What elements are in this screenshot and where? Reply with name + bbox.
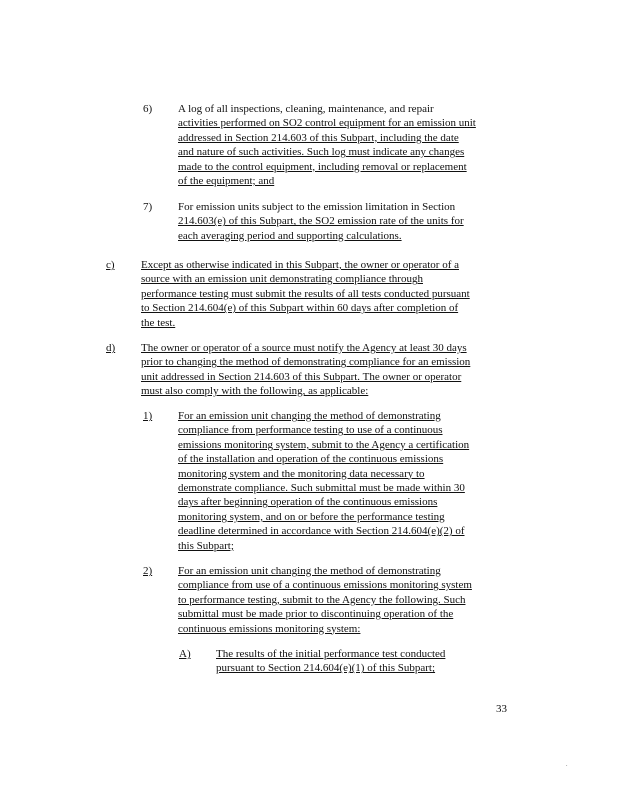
item-c-text: [141, 258, 470, 330]
item-label-6: 6): [143, 103, 153, 115]
text-line: of the installation and operation of the continuous emissions: [178, 453, 444, 466]
text-line: 214.603(e) of this Subpart, the SO2 emission rate of the units for: [178, 215, 464, 228]
text-line: of the equipment; and: [178, 174, 275, 187]
text-line: For emission units subject to the emission limitation in Section: [178, 201, 456, 213]
page-number: 33: [496, 703, 507, 715]
text-line: prior to changing the method of demonstrating compliance for an emission: [141, 356, 471, 369]
item-d-text: [141, 341, 470, 399]
text-line: activities performed on SO2 control equipment for an emission unit: [178, 117, 476, 130]
item-label-d: d): [106, 342, 116, 354]
item-label-7: 7): [143, 201, 153, 213]
text-line: the test.: [141, 316, 176, 329]
text-line: days after beginning operation of the continuous emissions: [178, 496, 438, 509]
text-line: this Subpart;: [178, 539, 234, 552]
text-line: monitoring system, and on or before the performance testing: [178, 510, 445, 523]
text-line: each averaging period and supporting calculations.: [178, 229, 402, 242]
item-label-1: 1): [143, 410, 153, 422]
speck-dot: .: [566, 762, 568, 768]
item-7-text: [178, 200, 464, 243]
text-line: performance testing must submit the results of all tests conducted pursuant: [141, 287, 470, 300]
item-label-A: A): [179, 648, 191, 660]
text-line: monitoring system and the monitoring data necessary to: [178, 467, 425, 480]
text-line: The results of the initial performance test conducted: [216, 648, 446, 660]
text-line: addressed in Section 214.603 of this Subpart, including the date: [178, 131, 459, 144]
text-line: continuous emissions monitoring system:: [178, 622, 361, 635]
text-line: unit addressed in Section 214.603 of this Subpart. The owner or operator: [141, 370, 462, 383]
text-line: For an emission unit changing the method of demonstrating: [178, 410, 441, 422]
text-line: must also comply with the following, as applicable:: [141, 385, 369, 398]
text-line: and nature of such activities. Such log must indicate any changes: [178, 146, 465, 159]
text-line: source with an emission unit demonstrating compliance through: [141, 273, 423, 286]
item-1-text: [178, 409, 469, 553]
text-line: compliance from performance testing to use of a continuous: [178, 424, 443, 437]
text-line: pursuant to Section 214.604(e)(1) of this Subpart;: [216, 662, 436, 675]
item-2-text: [178, 564, 472, 636]
text-line: deadline determined in accordance with Section 214.604(e)(2) of: [178, 525, 465, 538]
item-6-text: [178, 102, 476, 188]
text-line: submittal must be made prior to discontinuing operation of the: [178, 608, 454, 621]
text-line: Except as otherwise indicated in this Subpart, the owner or operator of a: [141, 259, 459, 271]
text-line: A log of all inspections, cleaning, maintenance, and repair: [178, 103, 434, 115]
text-line: The owner or operator of a source must notify the Agency at least 30 days: [141, 342, 467, 354]
item-label-c: c): [106, 259, 115, 271]
text-line: emissions monitoring system, submit to the Agency a certification: [178, 438, 470, 451]
text-line: made to the control equipment, including removal or replacement: [178, 160, 467, 173]
text-line: to Section 214.604(e) of this Subpart within 60 days after completion of: [141, 302, 459, 315]
text-line: to performance testing, submit to the Agency the following. Such: [178, 593, 466, 606]
text-line: For an emission unit changing the method of demonstrating: [178, 565, 441, 577]
text-line: compliance from use of a continuous emissions monitoring system: [178, 579, 472, 592]
item-A-text: [216, 647, 445, 676]
text-line: demonstrate compliance. Such submittal must be made within 30: [178, 481, 465, 494]
item-label-2: 2): [143, 565, 153, 577]
